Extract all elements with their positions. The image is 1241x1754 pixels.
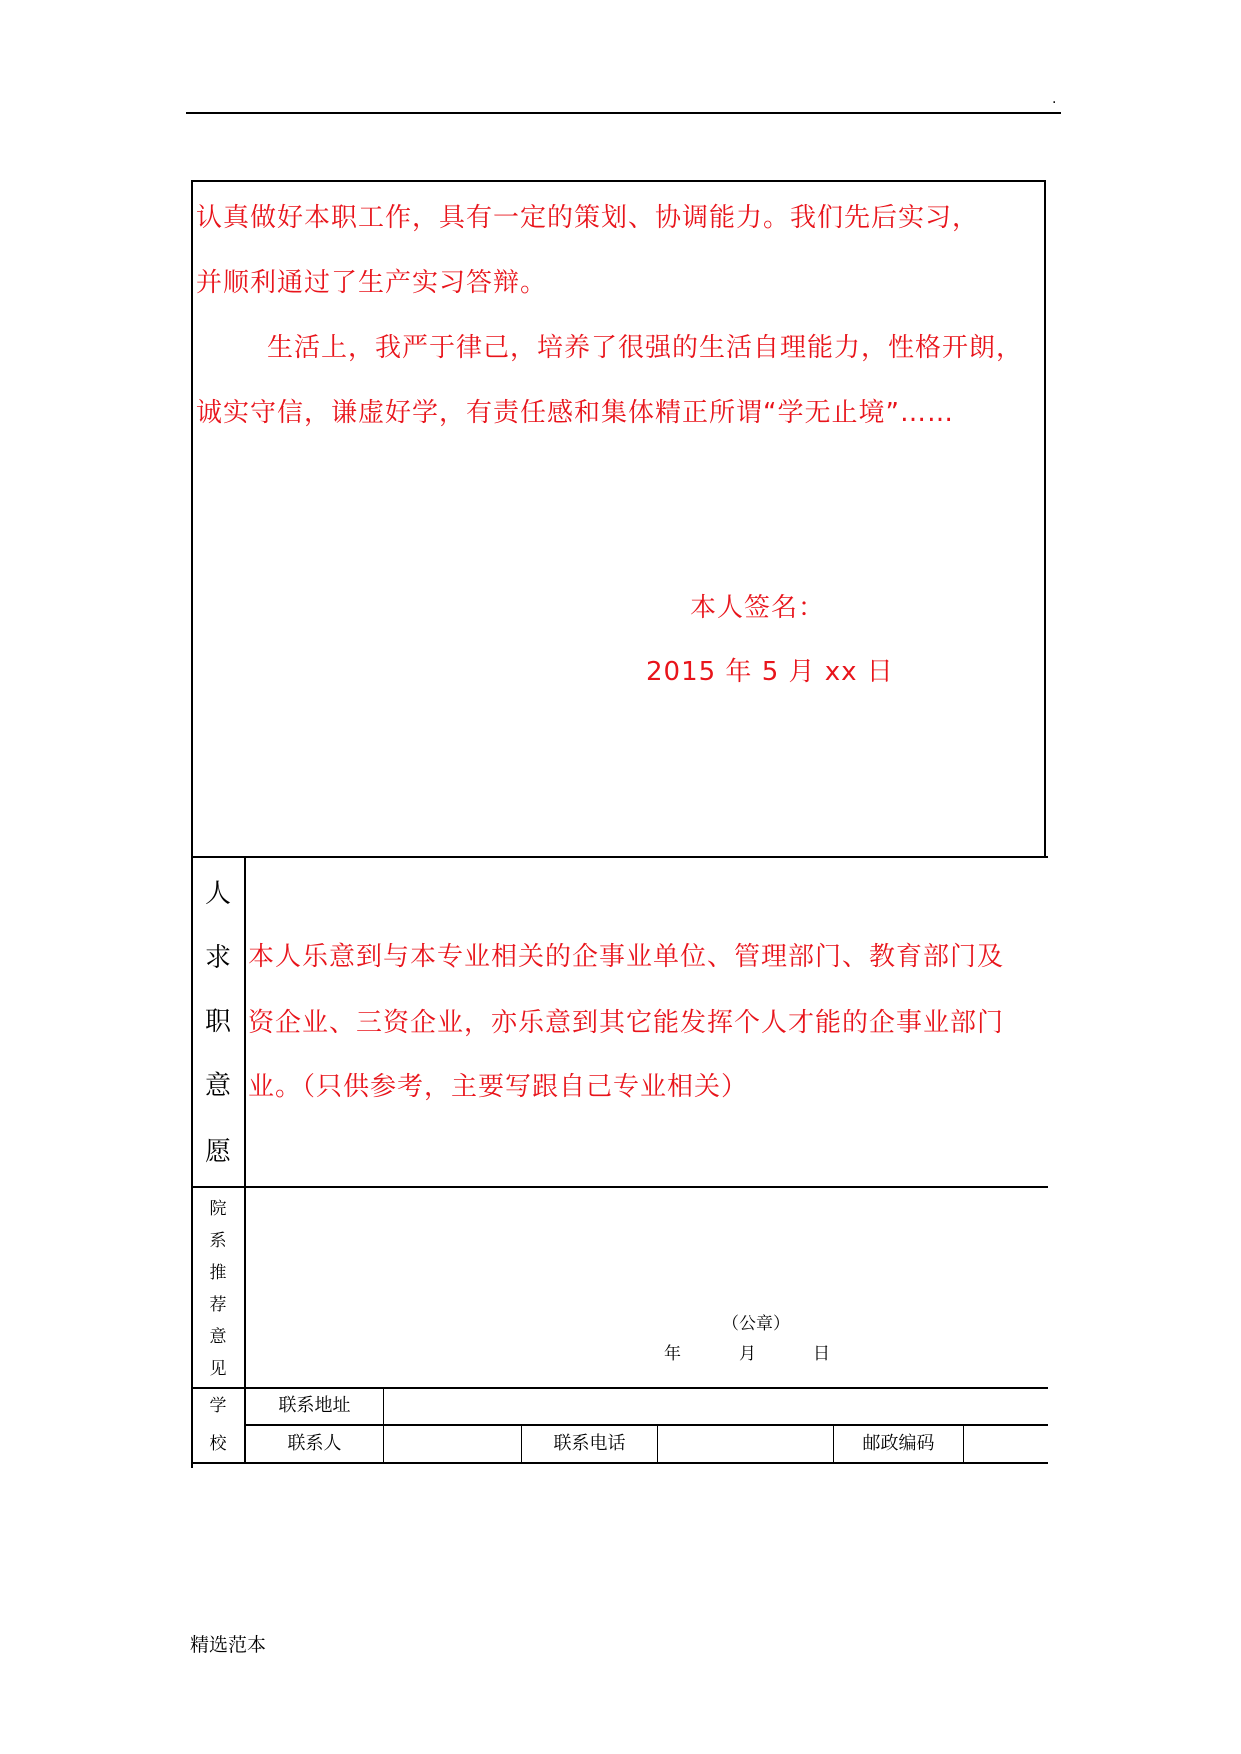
row-divider-1 [191,856,1048,858]
job-intention-label-4: 意 [204,1071,231,1101]
contact-person-field[interactable] [384,1426,521,1462]
address-field[interactable] [384,1389,1048,1424]
contact-person-label: 联系人 [287,1433,342,1454]
phone-label: 联系电话 [553,1433,626,1454]
signature-label: 本人签名： [690,593,826,623]
row-divider-4 [244,1424,1048,1426]
job-intention-label-3: 职 [204,1007,231,1037]
dept-label-3: 推 [209,1263,227,1283]
label-column-divider [244,856,246,1464]
self-eval-line-2: 并顺利通过了生产实习答辩。 [196,268,548,298]
self-eval-line-1: 认真做好本职工作，具有一定的策划、协调能力。我们先后实习， [196,203,980,233]
dept-label-2: 系 [209,1231,227,1251]
date-month-label: 月 [739,1344,756,1364]
self-eval-line-3: 生活上，我严于律己，培养了很强的生活自理能力，性格开朗， [267,333,1024,363]
dept-label-6: 见 [209,1359,227,1379]
job-intention-content [248,930,1048,1130]
job-intention-line-3: 业。（只供参考，主要写跟自己专业相关） [248,1072,749,1102]
postcode-field[interactable] [964,1426,1048,1462]
footer-text: 精选范本 [190,1634,267,1656]
table-border-bottom [191,1462,1048,1464]
official-seal-label: （公章） [722,1314,790,1334]
table-border-left [191,180,193,1468]
job-intention-line-2: 资企业、三资企业，亦乐意到其它能发挥个人才能的企事业部门 [248,1008,1005,1038]
table-border-right-upper [1044,180,1046,857]
table-border-top [191,180,1046,182]
school-label-1: 学 [209,1396,227,1416]
signature-date: 2015 年 5 月 xx 日 [646,657,894,687]
job-intention-label-5: 愿 [204,1137,231,1167]
date-day-label: 日 [813,1344,830,1364]
phone-field[interactable] [658,1426,833,1462]
job-intention-line-1: 本人乐意到与本专业相关的企事业单位、管理部门、教育部门及 [248,942,1005,972]
dept-label-1: 院 [209,1199,227,1219]
date-year-label: 年 [664,1344,681,1364]
job-intention-label-1: 人 [204,879,231,909]
address-label: 联系地址 [278,1395,351,1416]
header-rule [186,112,1061,114]
job-intention-label-2: 求 [204,943,231,973]
self-eval-line-4: 诚实守信，谦虚好学，有责任感和集体精正所谓“学无止境”…… [196,398,954,428]
row-divider-2 [191,1186,1048,1188]
postcode-label: 邮政编码 [862,1433,935,1454]
school-label-2: 校 [209,1434,227,1454]
header-mark: . [1052,91,1057,107]
dept-label-4: 荐 [209,1295,227,1315]
dept-label-5: 意 [209,1327,227,1347]
